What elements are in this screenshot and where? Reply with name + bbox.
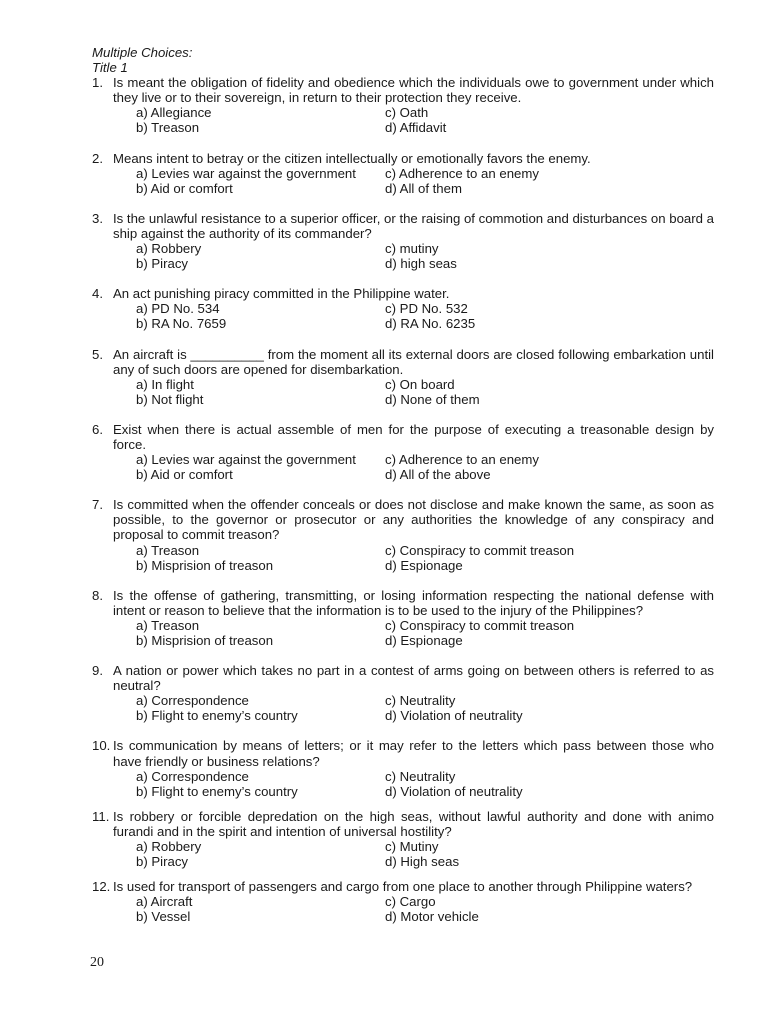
choice-a: a) Treason [136, 617, 200, 633]
choice-d: d) Espionage [385, 557, 463, 573]
question-text: Is communication by means of letters; or it may refer to the letters which pass between those who have friendly or business relations? [113, 738, 714, 769]
choices [113, 166, 714, 196]
choice-b: b) Aid or comfort [136, 467, 233, 483]
choice-c: c) Conspiracy to commit treason [385, 542, 575, 558]
question-number: 3. [92, 210, 103, 226]
question-text: Is used for transport of passengers and cargo from one place to another through Philippine waters? [113, 879, 693, 895]
choice-a: a) Robbery [136, 241, 202, 257]
choice-b: b) Piracy [136, 256, 189, 272]
question-text: An act punishing piracy committed in the Philippine water. [113, 286, 450, 302]
choice-a: a) Aircraft [136, 894, 193, 910]
question-number: 10. [92, 738, 111, 754]
choices [113, 241, 714, 271]
question-number: 5. [92, 346, 103, 362]
choice-d: d) Motor vehicle [385, 909, 479, 925]
choice-d: d) High seas [385, 854, 460, 870]
title-heading: Title 1 [92, 60, 128, 76]
question-text: Is committed when the offender conceals or does not disclose and make known the same, as soon as possible, to the governor or prosecutor or any authorities the knowledge of any conspiracy and proposal to commit treason? [113, 497, 714, 543]
choice-d: d) All of them [385, 180, 462, 196]
choice-b: b) Piracy [136, 854, 189, 870]
choices [113, 452, 714, 482]
choice-d: d) Violation of neutrality [385, 783, 523, 799]
question-1 [92, 75, 714, 135]
choice-c: c) Mutiny [385, 839, 439, 855]
choices [113, 301, 714, 331]
choices [113, 543, 714, 573]
choice-a: a) Treason [136, 542, 200, 558]
choice-a: a) Allegiance [136, 105, 212, 121]
choice-c: c) Oath [385, 105, 429, 121]
choice-c: c) Neutrality [385, 768, 456, 784]
choices [113, 105, 714, 135]
question-text: A nation or power which takes no part in a contest of arms going on between others is referred to as neutral? [113, 663, 714, 694]
choice-b: b) Vessel [136, 909, 191, 925]
question-number: 11. [92, 808, 110, 824]
quiz-page [92, 45, 714, 925]
choice-a: a) Levies war against the government [136, 165, 356, 181]
question-text: Exist when there is actual assemble of men for the purpose of executing a treasonable design by force. [113, 421, 714, 452]
choice-a: a) PD No. 534 [136, 301, 220, 317]
page-number: 20 [90, 955, 104, 970]
choice-a: a) Correspondence [136, 693, 249, 709]
choice-b: b) RA No. 7659 [136, 316, 227, 332]
question-9 [92, 663, 714, 723]
choice-b: b) Misprision of treason [136, 633, 274, 648]
question-6 [92, 422, 714, 482]
question-number: 9. [92, 663, 103, 679]
choices [113, 769, 714, 799]
choices [113, 377, 714, 407]
section-heading: Multiple Choices: [92, 45, 193, 60]
choice-c: c) On board [385, 376, 455, 392]
question-number: 1. [92, 75, 103, 91]
question-2 [92, 151, 714, 196]
question-3 [92, 211, 714, 271]
question-text: Is the unlawful resistance to a superior officer, or the raising of commotion and disturbances on board a ship against the authority of its commander? [113, 210, 714, 241]
choice-b: b) Aid or comfort [136, 180, 233, 196]
choices [113, 894, 714, 924]
question-text: Is robbery or forcible depredation on the high seas, without lawful authority and done with animo furandi and in the spirit and intention of universal hostility? [113, 808, 714, 839]
choice-c: c) Conspiracy to commit treason [385, 617, 575, 633]
choice-b: b) Flight to enemy’s country [136, 708, 298, 724]
question-number: 2. [92, 150, 103, 166]
choice-c: c) mutiny [385, 241, 439, 257]
choices [113, 693, 714, 723]
question-text: Is meant the obligation of fidelity and obedience which the individuals owe to government under which they live or to their sovereign, in return to their protection they receive. [113, 75, 714, 106]
choice-a: a) Levies war against the government [136, 452, 356, 468]
question-number: 4. [92, 286, 103, 302]
choice-d: d) Violation of neutrality [385, 708, 523, 724]
choice-b: b) Treason [136, 120, 200, 136]
choice-d: d) None of them [385, 391, 480, 407]
question-text: Is the offense of gathering, transmitting, or losing information respecting the national defense with intent or reason to believe that the information is to be used to the injury of the Philippines? [113, 587, 714, 618]
choice-c: c) PD No. 532 [385, 301, 468, 317]
question-11 [92, 809, 714, 869]
choice-b: b) Not flight [136, 391, 204, 407]
choice-c: c) Adherence to an enemy [385, 452, 539, 468]
question-text: Means intent to betray or the citizen intellectually or emotionally favors the enemy. [113, 150, 591, 166]
choices [113, 618, 714, 648]
question-number: 12. [92, 879, 111, 895]
question-number: 6. [92, 421, 103, 437]
choice-b: b) Flight to enemy’s country [136, 783, 298, 799]
choice-d: d) RA No. 6235 [385, 316, 476, 332]
choice-b: b) Misprision of treason [136, 557, 274, 573]
choice-c: c) Neutrality [385, 693, 456, 709]
question-12 [92, 879, 714, 924]
choice-c: c) Adherence to an enemy [385, 165, 539, 181]
choice-d: d) high seas [385, 256, 457, 272]
question-7 [92, 497, 714, 572]
choice-a: a) Correspondence [136, 768, 249, 784]
question-5 [92, 347, 714, 407]
question-number: 7. [92, 497, 103, 513]
question-number: 8. [92, 587, 103, 603]
question-text: An aircraft is __________ from the moment all its external doors are closed following embarkation until any of such doors are opened for disembarkation. [113, 346, 714, 377]
question-10 [92, 738, 714, 798]
choices [113, 839, 714, 869]
question-8 [92, 588, 714, 648]
choice-a: a) Robbery [136, 839, 202, 855]
choice-a: a) In flight [136, 376, 194, 392]
choice-d: d) All of the above [385, 467, 491, 483]
question-4 [92, 286, 714, 331]
choice-c: c) Cargo [385, 894, 436, 910]
choice-d: d) Affidavit [385, 120, 447, 136]
choice-d: d) Espionage [385, 633, 463, 648]
